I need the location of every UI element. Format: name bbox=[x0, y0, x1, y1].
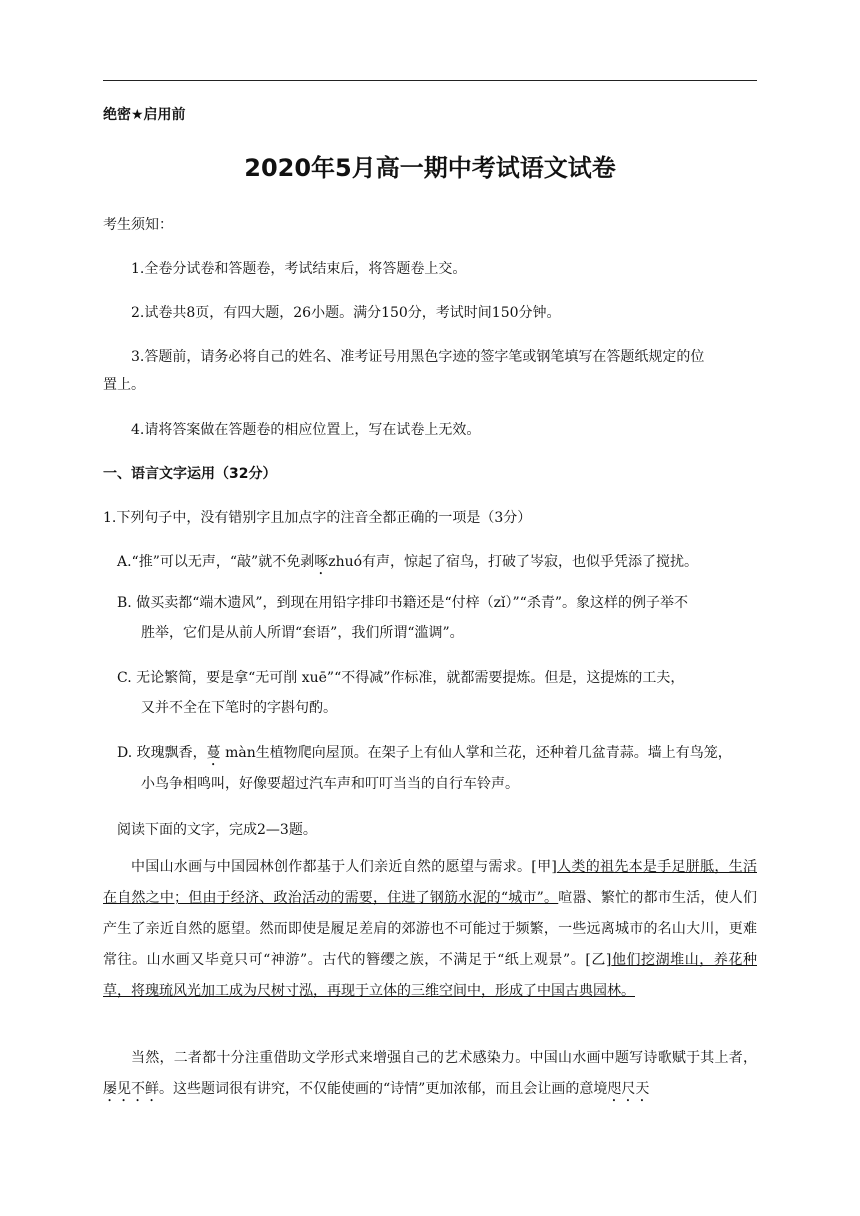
option-d-line2: 小鸟争相鸣叫，好像要超过汽车声和叮叮当当的自行车铃声。 bbox=[141, 776, 519, 792]
notice-item-1: 1.全卷分试卷和答题卷，考试结束后，将答题卷上交。 bbox=[131, 261, 467, 277]
question-1-stem: 1.下列句子中，没有错别字且加点字的注音全都正确的一项是（3分） bbox=[103, 510, 532, 526]
notice-item-4: 4.请将答案做在答题卷的相应位置上，写在试卷上无效。 bbox=[131, 422, 481, 438]
confidential-label: 绝密★启用前 bbox=[103, 107, 186, 123]
reading-intro: 阅读下面的文字，完成2—3题。 bbox=[117, 822, 317, 838]
header-rule bbox=[103, 80, 757, 81]
option-a: A.“推”可以无声，“敲”就不免剥啄zhuó有声，惊起了宿鸟，打破了岑寂，也似乎凭添了搅扰。 bbox=[117, 554, 699, 570]
section-heading: 一、语言文字运用（32分） bbox=[103, 466, 277, 482]
notice-heading: 考生须知： bbox=[103, 217, 173, 233]
underlined-sentence-a: 人类的祖先本是手足胼胝，生活在自然之中；但由于经济、政治活动的需要，住进了钢筋水泥的“城市”。 bbox=[103, 859, 757, 906]
notice-item-3: 3.答题前，请务必将自己的姓名、准考证号用黑色字迹的签字笔或钢笔填写在答题纸规定的位 bbox=[131, 349, 705, 365]
notice-item-3-cont: 置上。 bbox=[103, 377, 145, 393]
option-c: C. 无论繁简，要是拿“无可削 xuē”“不得减”作标准，就都需要提炼。但是，这提炼的工夫， 又并不全在下笔时的字斟句酌。 bbox=[117, 663, 757, 723]
option-b-line2: 胜举，它们是从前人所谓“套语”，我们所谓“滥调”。 bbox=[141, 625, 464, 641]
option-d: D. 玫瑰飘香，蔓 màn生植物爬向屋顶。在架子上有仙人掌和兰花，还种着几盆青蒜。墙上有鸟笼， 小鸟争相鸣叫，好像要超过汽车声和叮叮当当的自行车铃声。 bbox=[117, 738, 757, 799]
dotted-phrase: 咫尺天 bbox=[607, 1081, 650, 1097]
notice-item-2: 2.试卷共8页，有四大题，26小题。满分150分，考试时间150分钟。 bbox=[131, 305, 561, 321]
option-b-line1: B. 做买卖都“端木遗风”，到现在用铅字排印书籍还是“付梓（zǐ）”“杀青”。象这样的例子举不 bbox=[117, 595, 688, 611]
exam-title: 2020年5月高一期中考试语文试卷 bbox=[244, 154, 616, 182]
dotted-char: 啄 bbox=[314, 554, 329, 570]
option-c-line2: 又并不全在下笔时的字斟句酌。 bbox=[141, 700, 337, 716]
option-b bbox=[117, 588, 757, 648]
underlined-sentence-b: 他们挖湖堆山，养花种草，将瑰琉风光加工成为尺树寸泓，再现于立体的三维空间中，形成了中国古典园林。 bbox=[103, 952, 757, 999]
dotted-phrase: 屡见不鲜 bbox=[103, 1081, 159, 1097]
passage-paragraph-2: 当然，二者都十分注重借助文学形式来增强自己的艺术感染力。中国山水画中题写诗歌赋于其上者，屡见不鲜。这些题词很有讲究，不仅能使画的“诗情”更加浓郁，而且会让画的意境咫尺天 bbox=[103, 1050, 757, 1097]
dotted-char: 蔓 bbox=[206, 745, 221, 761]
passage-paragraph-1: 中国山水画与中国园林创作都基于人们亲近自然的愿望与需求。[甲]人类的祖先本是手足胼胝，生活在自然之中；但由于经济、政治活动的需要，住进了钢筋水泥的“城市”。喧嚣、繁忙的都市生活，使人们产生了亲近自然的愿望。然而即使是履足差肩的郊游也不可能过于频繁，一些远离城市的名山大川，更难常往。山水画又毕竟只可“神游”。古代的簪缨之族，不满足于“纸上观景”。[乙]他们挖湖堆山，养花种草，将瑰琉风光加工成为尺树寸泓，再现于立体的三维空间中，形成了中国古典园林。 bbox=[103, 859, 757, 999]
